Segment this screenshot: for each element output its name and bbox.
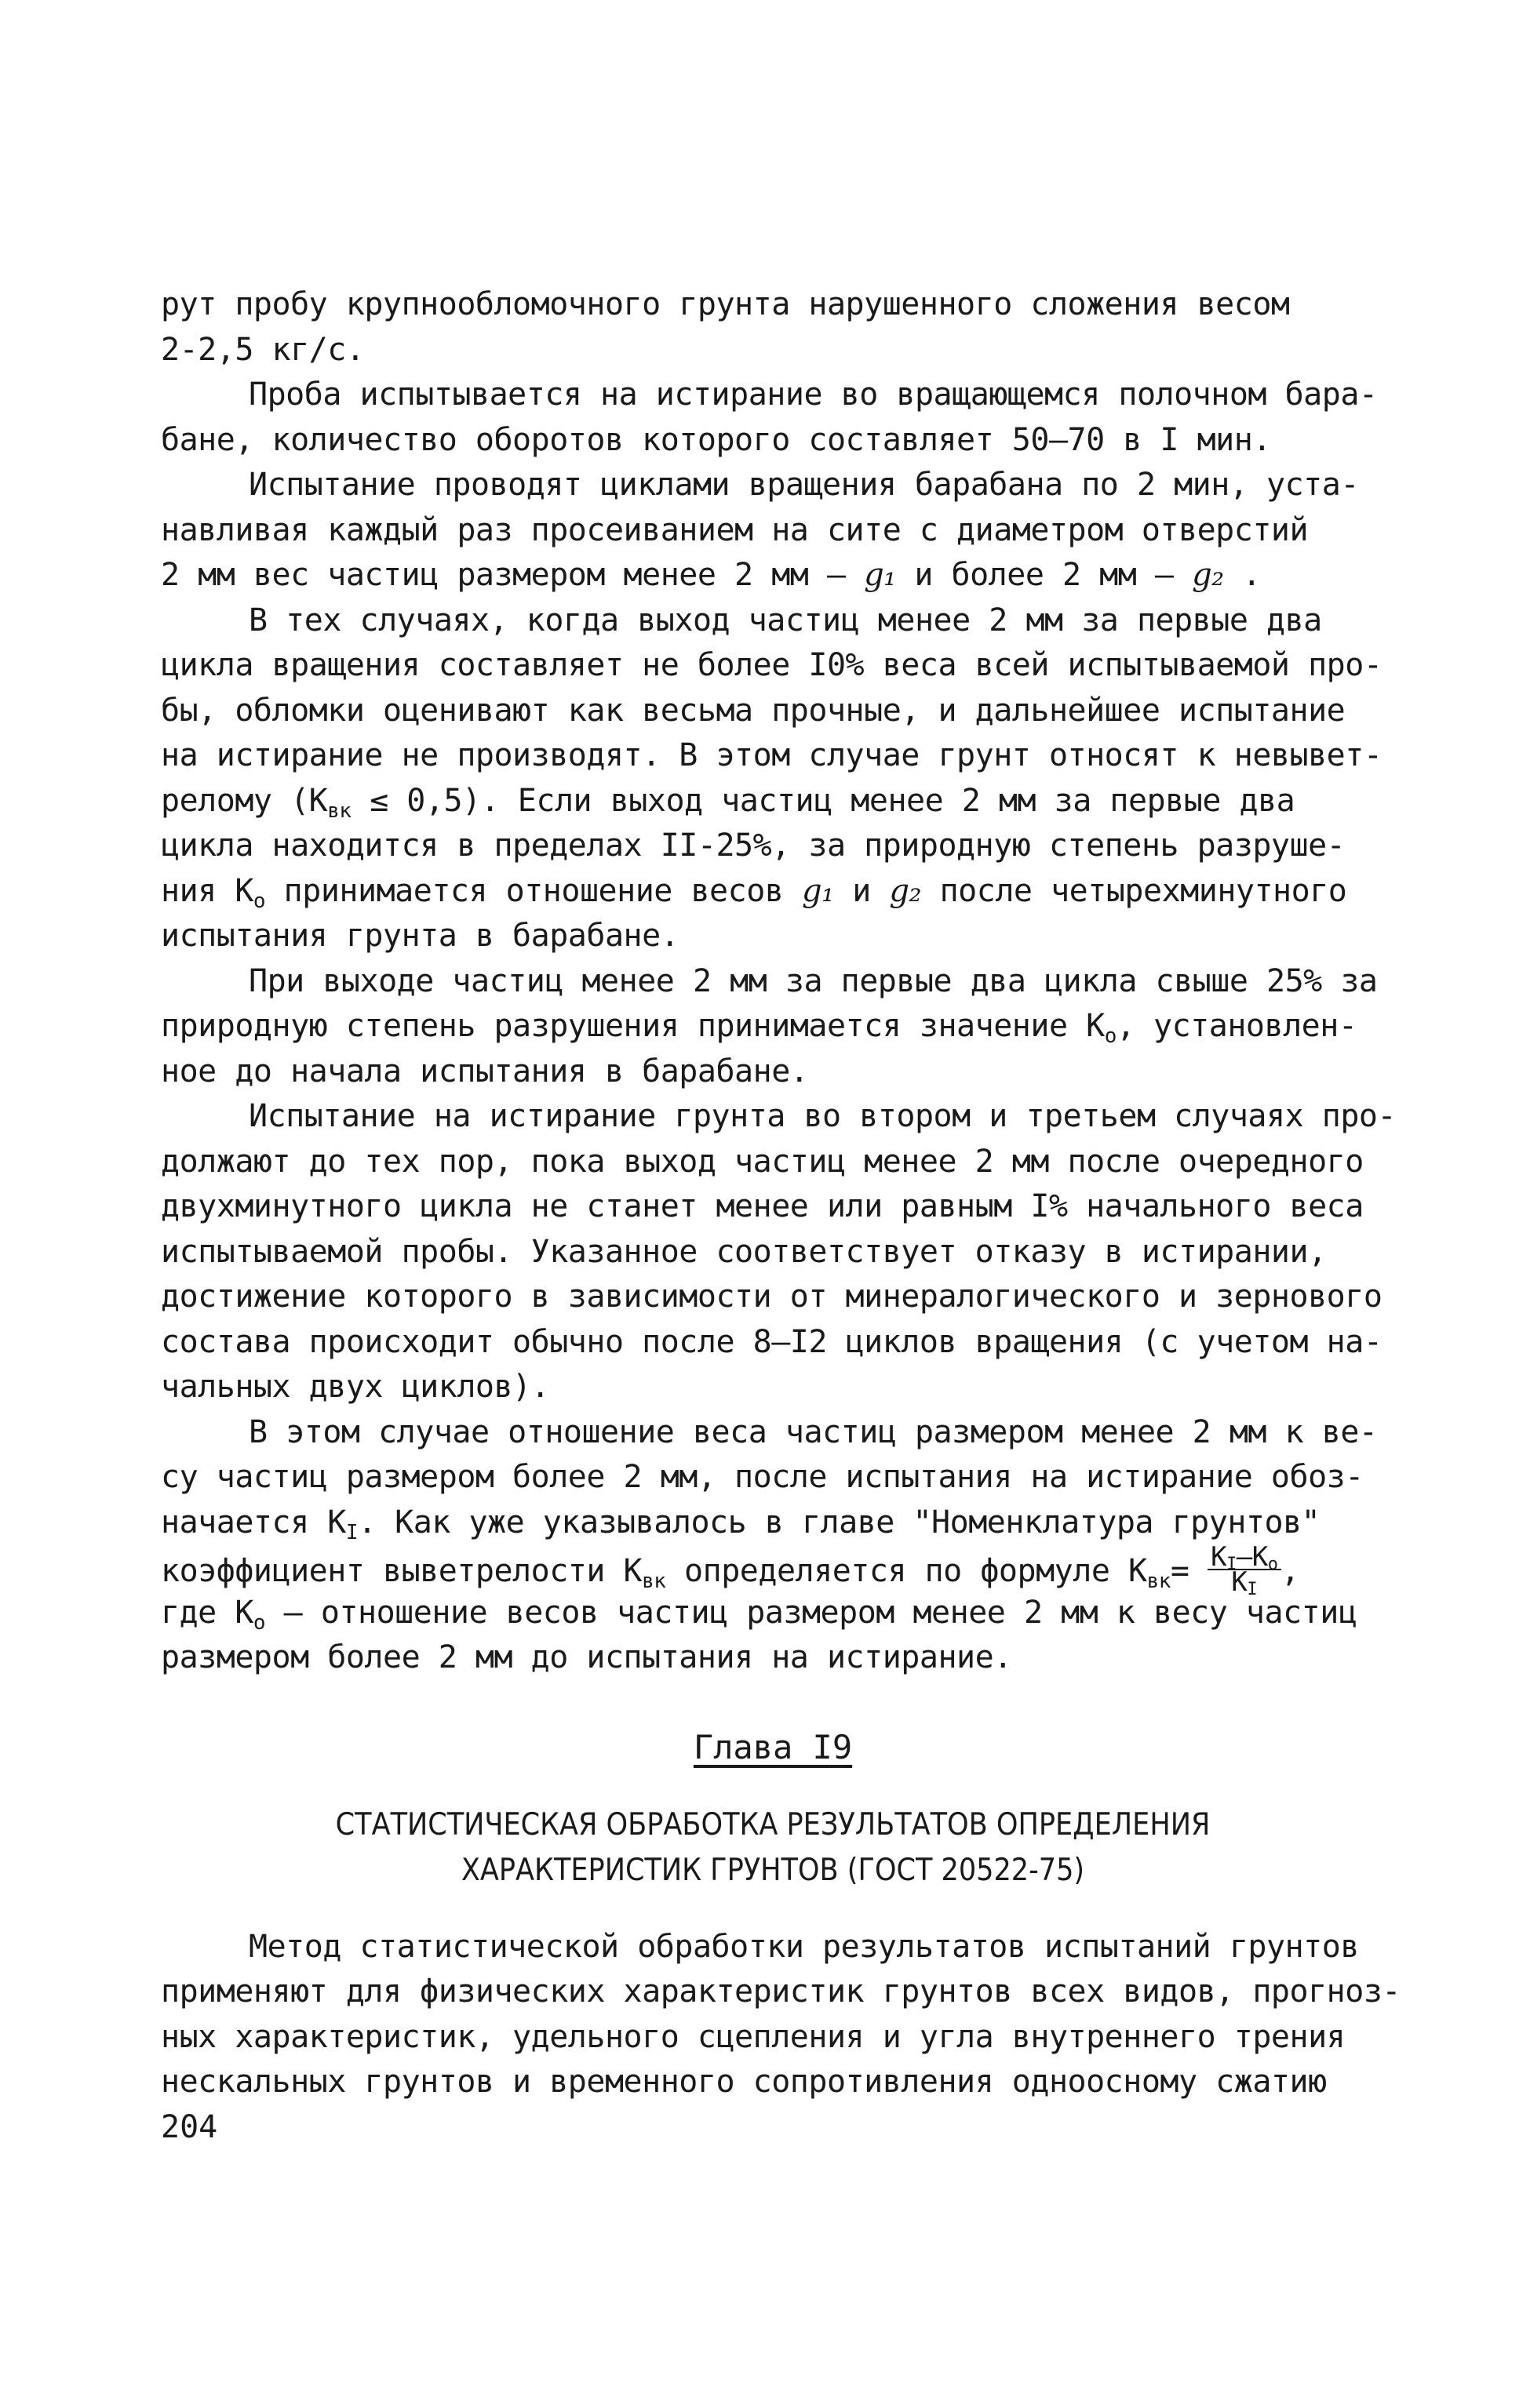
text-line: где $K_о$ – отношение весов частиц размером менее 2 мм к весу частиц bbox=[161, 1594, 1357, 1635]
text-line: природную степень разрушения принимается значение $K_о$, установлен- bbox=[161, 1008, 1357, 1048]
text-line: Метод статистической обработки результатов испытаний грунтов bbox=[249, 1928, 1359, 1965]
text-line: ное до начала испытания в барабане. bbox=[161, 1053, 809, 1089]
weathering-formula bbox=[1208, 1541, 1280, 1599]
paragraph bbox=[161, 1925, 1401, 2105]
text-line: Испытание на истирание грунта во втором и третьем случаях про- bbox=[249, 1098, 1397, 1134]
text-line: бы, обломки оценивают как весьма прочные, и дальнейшее испытание bbox=[161, 692, 1346, 729]
text-line: на истирание не производят. В этом случае грунт относят к невывет- bbox=[161, 737, 1382, 773]
paragraph bbox=[161, 959, 1385, 1095]
text-line: 2-2,5 кг/с. bbox=[161, 331, 365, 368]
text-line: Испытание проводят циклами вращения барабана по 2 мин, уста- bbox=[249, 467, 1359, 503]
symbol-g1: g₁ bbox=[801, 872, 834, 909]
text-line: рут пробу крупнообломочного грунта нарушенного сложения весом bbox=[161, 286, 1290, 322]
text-line: ных характеристик, удельного сцепления и угла внутреннего трения bbox=[161, 2018, 1346, 2055]
formula-denominator: $K_I$ bbox=[1231, 1566, 1258, 1599]
section-title-line: ХАРАКТЕРИСТИК ГРУНТОВ (ГОСТ 20522-75) bbox=[461, 1852, 1085, 1888]
text-line: В тех случаях, когда выход частиц менее 2 мм за первые два bbox=[249, 602, 1322, 638]
text-line: размером более 2 мм до испытания на истирание. bbox=[161, 1639, 1012, 1675]
text-line: испытания грунта в барабане. bbox=[161, 918, 679, 954]
document-page bbox=[161, 282, 1401, 2150]
text-line: чальных двух циклов). bbox=[161, 1369, 550, 1405]
text-line: цикла находится в пределах II-25%, за природную степень разруше- bbox=[161, 828, 1346, 864]
paragraph bbox=[161, 1094, 1397, 1410]
section-title-line: СТАТИСТИЧЕСКАЯ ОБРАБОТКА РЕЗУЛЬТАТОВ ОПРЕДЕЛЕНИЯ bbox=[335, 1806, 1211, 1842]
text-line: испытываемой пробы. Указанное соответствует отказу в истирании, bbox=[161, 1233, 1327, 1270]
text-line: При выходе частиц менее 2 мм за первые два цикла свыше 25% за bbox=[249, 962, 1378, 999]
paragraph-continuation bbox=[161, 282, 1385, 373]
text-line: цикла вращения составляет не более I0% веса всей испытываемой про- bbox=[161, 647, 1382, 683]
paragraph bbox=[161, 1410, 1385, 1681]
text-line: су частиц размером более 2 мм, после испытания на истирание обоз- bbox=[161, 1459, 1364, 1495]
formula-line: коэффициент выветрелости $K_{вк}$ определяется по формуле $K_{вк}=$ $\frac{K_I-K_о}{K_I}$ , bbox=[161, 1541, 1300, 1599]
text-line: двухминутного цикла не станет менее или равным I% начального веса bbox=[161, 1188, 1364, 1224]
text-line: должают до тех пор, пока выход частиц менее 2 мм после очередного bbox=[161, 1143, 1364, 1180]
text-line: начается $K_I$. Как уже указывалось в главе "Номенклатура грунтов" bbox=[161, 1504, 1321, 1544]
paragraph bbox=[161, 598, 1385, 959]
text-line: состава происходит обычно после 8–I2 циклов вращения (с учетом на- bbox=[161, 1323, 1382, 1360]
chapter-heading: Глава I9 bbox=[693, 1727, 853, 1766]
page-number: 204 bbox=[161, 2108, 218, 2145]
paragraph bbox=[161, 373, 1385, 463]
text-line: Проба испытывается на истирание во вращающемся полочном бара- bbox=[249, 376, 1378, 413]
formula-numerator: $K_I-K_о$ bbox=[1208, 1545, 1280, 1570]
symbol-g1: g₁ bbox=[864, 557, 896, 593]
text-line: ния $K_о$ принимается отношение весов g₁ и g₂ после четырехминутного bbox=[161, 872, 1347, 913]
paragraph bbox=[161, 463, 1385, 598]
text-line: нескальных грунтов и временного сопротивления одноосному сжатию bbox=[161, 2064, 1327, 2100]
text-line: применяют для физических характеристик грунтов всех видов, прогноз- bbox=[161, 1973, 1401, 2010]
text-line: В этом случае отношение веса частиц размером менее 2 мм к ве- bbox=[249, 1413, 1378, 1450]
text-line: релому $(K_{вк} \le 0,5)$. Если выход частиц менее 2 мм за первые два bbox=[161, 782, 1295, 823]
symbol-g2: g₂ bbox=[1192, 557, 1224, 593]
symbol-g2: g₂ bbox=[889, 872, 921, 909]
text-line: бане, количество оборотов которого составляет 50–70 в I мин. bbox=[161, 421, 1271, 458]
text-line: навливая каждый раз просеиванием на сите с диаметром отверстий bbox=[161, 511, 1309, 548]
section-title bbox=[161, 1802, 1385, 1893]
text-line: 2 мм вес частиц размером менее 2 мм – g₁ и более 2 мм – g₂ . bbox=[161, 557, 1261, 593]
text-line: достижение которого в зависимости от минералогического и зернового bbox=[161, 1279, 1382, 1315]
